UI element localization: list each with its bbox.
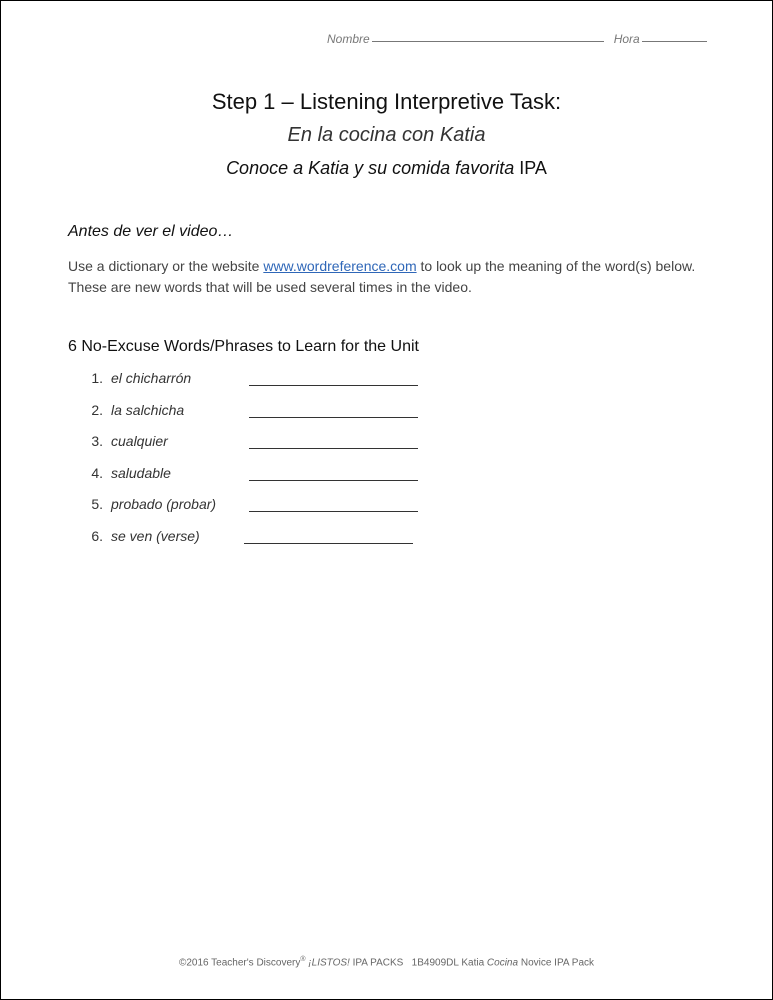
instructions-after-link: to look up the meaning of the word(s) below. These are new words that will be used several times in the video. — [68, 258, 696, 295]
instructions-paragraph — [68, 256, 718, 298]
footer-pack-info: IPA PACKS 1B4909DL Katia — [349, 957, 487, 969]
antes-heading: Antes de ver el video… — [68, 223, 234, 240]
word-text: saludable — [111, 464, 171, 481]
word-text: cualquier — [111, 433, 168, 449]
word-number: 5. — [91, 496, 103, 512]
answer-blank[interactable] — [249, 511, 418, 512]
list-item — [89, 402, 489, 434]
word-number: 1. — [91, 370, 103, 386]
footer-copyright: ©2016 Teacher's Discovery — [178, 957, 301, 969]
word-number: 4. — [91, 464, 103, 481]
list-item — [89, 465, 489, 497]
list-item — [89, 496, 489, 528]
footer-pack-suffix: Novice IPA Pack — [518, 957, 595, 969]
wordreference-link[interactable]: www.wordreference.com — [263, 258, 417, 274]
answer-blank[interactable] — [249, 417, 418, 418]
answer-blank[interactable] — [249, 385, 418, 386]
hora-blank[interactable] — [642, 40, 707, 42]
answer-blank[interactable] — [244, 543, 413, 544]
word-text: la salchicha — [111, 401, 185, 418]
registered-mark: ® — [300, 956, 306, 963]
list-item — [89, 433, 489, 465]
instructions-before-link: Use a dictionary or the website — [68, 258, 264, 274]
ipa-title-suffix: IPA — [519, 158, 547, 178]
word-text: se ven (verse) — [111, 527, 200, 544]
word-text: probado (probar) — [111, 496, 217, 512]
page-title: Step 1 – Listening Interpretive Task: — [211, 89, 562, 114]
footer-series: ¡LISTOS! — [308, 957, 350, 969]
page-subtitle: En la cocina con Katia — [287, 124, 486, 146]
ipa-title-italic: Conoce a Katia y su comida favorita — [226, 158, 515, 178]
nombre-blank[interactable] — [372, 40, 604, 42]
words-heading: 6 No-Excuse Words/Phrases to Learn for the Unit — [68, 338, 419, 355]
page-footer — [1, 956, 772, 968]
nombre-label: Nombre — [327, 32, 370, 46]
list-item — [89, 528, 489, 560]
answer-blank[interactable] — [249, 480, 418, 481]
name-time-header — [327, 32, 707, 46]
word-number: 6. — [91, 527, 103, 544]
list-item — [89, 370, 489, 402]
footer-cocina: Cocina — [486, 957, 519, 969]
hora-label: Hora — [613, 32, 640, 46]
word-number: 3. — [91, 433, 103, 449]
word-list — [89, 370, 489, 559]
word-number: 2. — [91, 401, 103, 418]
word-text: el chicharrón — [111, 370, 192, 386]
answer-blank[interactable] — [249, 448, 418, 449]
ipa-title — [1, 158, 772, 179]
